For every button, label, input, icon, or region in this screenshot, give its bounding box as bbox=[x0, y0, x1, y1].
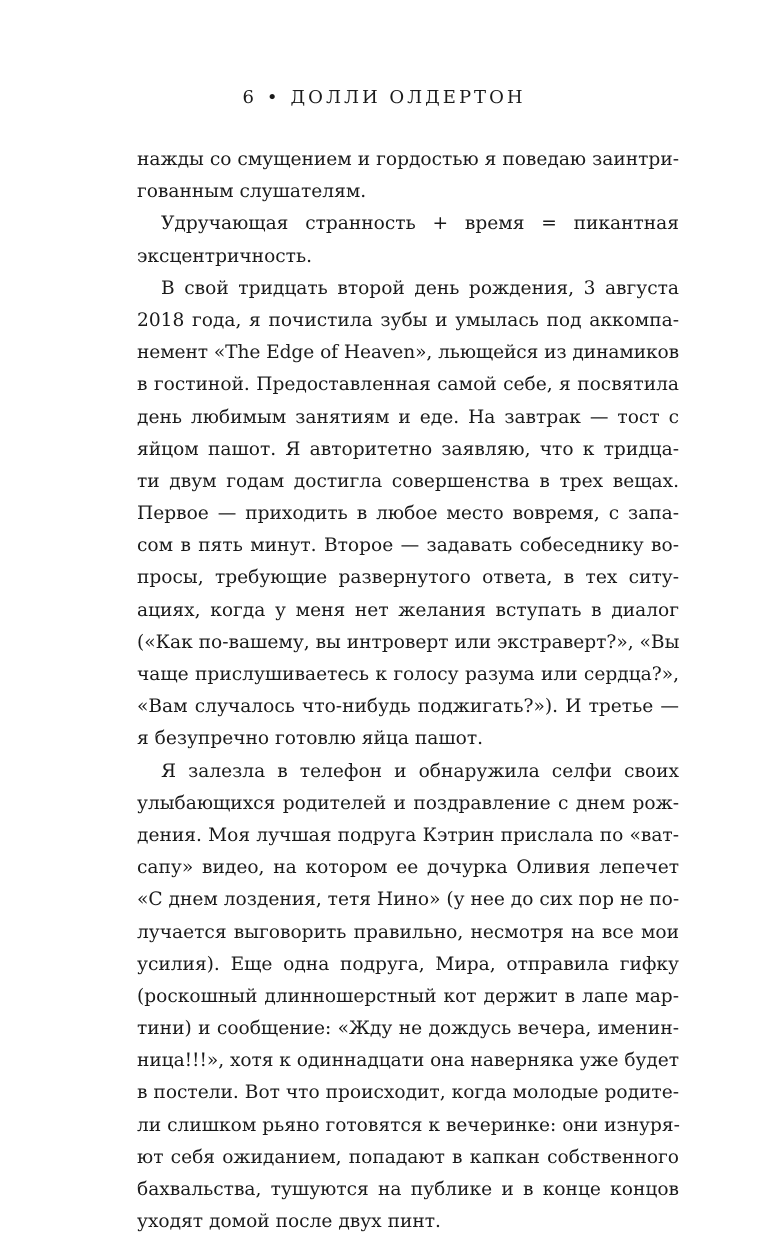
header-separator: • bbox=[266, 87, 281, 108]
text-line: ти двум годам достигла совершенства в трех вещах. bbox=[137, 470, 679, 492]
text-line: лучается выговорить правильно, несмотря на все мои bbox=[137, 921, 679, 943]
text-line: «С днем лоздения, тетя Нино» (у нее до сих пор не по- bbox=[137, 889, 680, 911]
text-line: улыбающихся родителей и поздравление с днем рож- bbox=[137, 792, 679, 814]
text-line: нажды со смущением и гордостью я поведаю заинтри- bbox=[137, 149, 679, 170]
text-line: (роскошный длинношерстный кот держит в лапе мар- bbox=[137, 985, 679, 1007]
running-header bbox=[0, 84, 768, 112]
text-line: бахвальства, тушуются на публике и в конце концов bbox=[137, 1179, 679, 1200]
text-line: чаще прислушиваетесь к голосу разума или сердца?», bbox=[137, 664, 679, 685]
text-line: В свой тридцать второй день рождения, 3 августа bbox=[161, 277, 679, 299]
text-line: («Как по-вашему, вы интроверт или экстраверт?», «Вы bbox=[137, 631, 680, 653]
text-line: дения. Моя лучшая подруга Кэтрин прислала по «ват- bbox=[137, 824, 679, 846]
text-line: ациях, когда у меня нет желания вступать в диалог bbox=[137, 599, 679, 621]
text-line: немент «The Edge of Heaven», льющейся из динамиков bbox=[137, 342, 679, 364]
text-line: усилия). Еще одна подруга, Мира, отправила гифку bbox=[137, 953, 679, 975]
text-line: ница!!!», хотя к одиннадцати она наверняка уже будет bbox=[137, 1050, 679, 1072]
text-line: уходят домой после двух пинт. bbox=[137, 1211, 441, 1233]
text-line: Я залезла в телефон и обнаружила селфи своих bbox=[161, 760, 679, 782]
text-line: яйцом пашот. Я авторитетно заявляю, что к тридца- bbox=[137, 438, 679, 460]
text-line: гованным слушателям. bbox=[137, 181, 367, 203]
text-line: ют себя ожиданием, попадают в капкан собственного bbox=[137, 1146, 679, 1168]
text-line: «Вам случалось что-нибудь поджигать?»). И третье — bbox=[137, 696, 679, 718]
text-line: сапу» видео, на котором ее дочурка Оливия лепечет bbox=[137, 857, 679, 879]
text-line: ли слишком рьяно готовятся к вечеринке: они изнуря- bbox=[137, 1114, 680, 1136]
text-line: 2018 года, я почистила зубы и умылась под аккомпа- bbox=[137, 309, 679, 331]
text-line: просы, требующие развернутого ответа, в тех ситу- bbox=[137, 567, 679, 589]
body-text bbox=[137, 144, 679, 1238]
text-line: в гостиной. Предоставленная самой себе, я посвятила bbox=[137, 374, 679, 396]
author-name: ДОЛЛИ ОЛДЕРТОН bbox=[290, 87, 526, 108]
text-line: тини) и сообщение: «Жду не дождусь вечера, именин- bbox=[137, 1018, 679, 1040]
text-line: Удручающая странность + время = пикантная bbox=[161, 213, 679, 235]
text-line: я безупречно готовлю яйца пашот. bbox=[137, 728, 484, 750]
text-line: в постели. Вот что происходит, когда молодые родите- bbox=[137, 1082, 679, 1104]
text-line: Первое — приходить в любое место вовремя, с запа- bbox=[137, 503, 679, 525]
text-line: эксцентричность. bbox=[137, 245, 312, 267]
text-line: сом в пять минут. Второе — задавать собеседнику во- bbox=[137, 535, 679, 557]
text-line: день любимым занятиям и еде. На завтрак — тост с bbox=[137, 406, 679, 428]
page-number: 6 bbox=[242, 87, 257, 108]
